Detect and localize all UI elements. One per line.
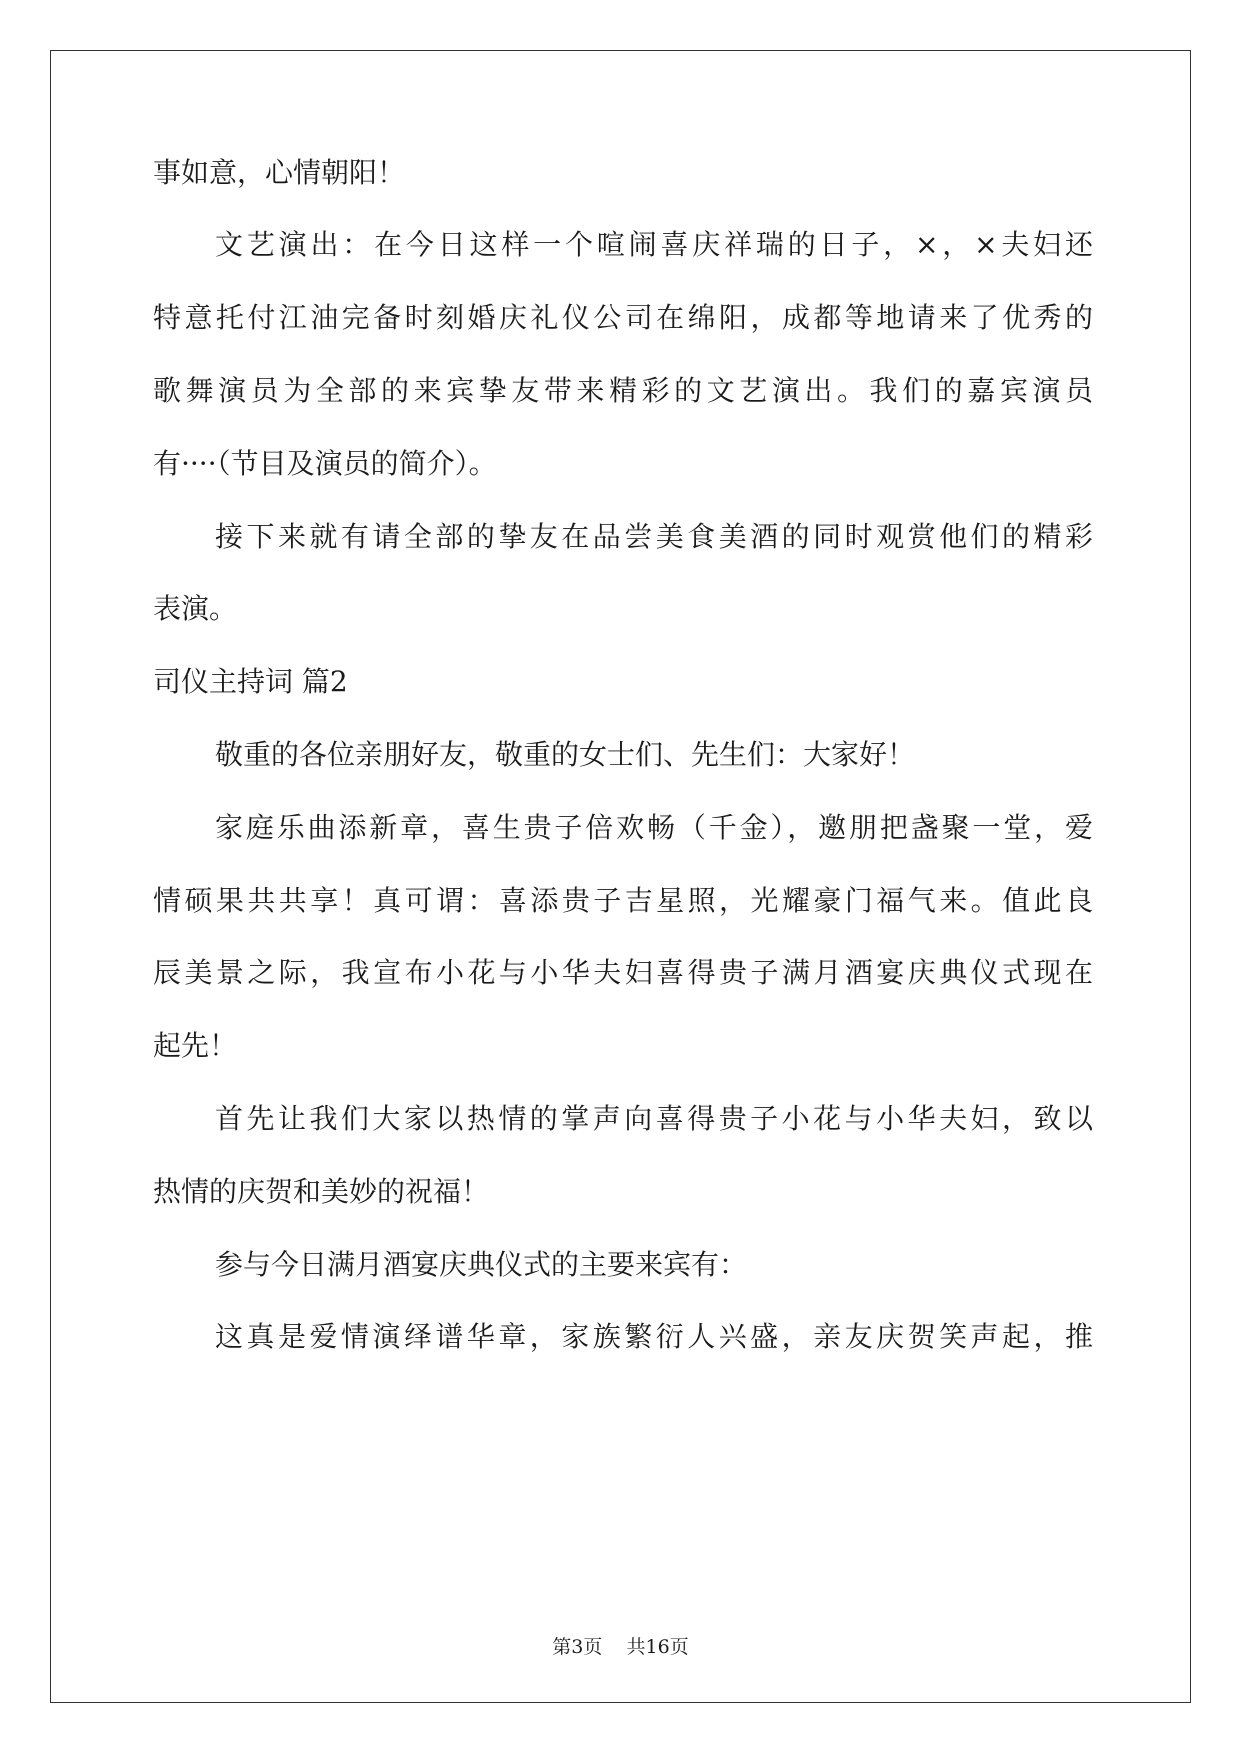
page-footer: [0, 1632, 1241, 1659]
text-line: 事如意，心情朝阳！: [153, 156, 406, 189]
text-line: 家庭乐曲添新章，喜生贵子倍欢畅（千金），邀朋把盏聚一堂，爱: [215, 811, 1093, 844]
text-line: 有····（节目及演员的简介）。: [153, 447, 497, 480]
text-line: 歌舞演员为全部的来宾挚友带来精彩的文艺演出。我们的嘉宾演员: [153, 374, 1093, 407]
text-line: 表演。: [153, 592, 238, 625]
text-line: 参与今日满月酒宴庆典仪式的主要来宾有：: [215, 1248, 748, 1281]
text-line: 文艺演出：在今日这样一个喧闹喜庆祥瑞的日子，×，×夫妇还: [215, 228, 1093, 261]
text-line: 接下来就有请全部的挚友在品尝美食美酒的同时观赏他们的精彩: [215, 520, 1093, 553]
text-line: 敬重的各位亲朋好友，敬重的女士们、先生们：大家好！: [215, 738, 916, 771]
text-line: 辰美景之际，我宣布小花与小华夫妇喜得贵子满月酒宴庆典仪式现在: [153, 956, 1093, 989]
text-line: 首先让我们大家以热情的掌声向喜得贵子小花与小华夫妇，致以: [215, 1102, 1093, 1135]
page-total: 共16页: [626, 1636, 689, 1658]
text-line: 热情的庆贺和美妙的祝福！: [153, 1175, 490, 1208]
text-line: 情硕果共共享！真可谓：喜添贵子吉星照，光耀豪门福气来。值此良: [153, 884, 1093, 917]
section-heading: 司仪主持词 篇2: [153, 665, 348, 698]
page-number: 第3页: [552, 1636, 603, 1658]
text-line: 特意托付江油完备时刻婚庆礼仪公司在绵阳，成都等地请来了优秀的: [153, 301, 1093, 334]
text-line: 这真是爱情演绎谱华章，家族繁衍人兴盛，亲友庆贺笑声起，推: [215, 1320, 1093, 1353]
text-line: 起先！: [153, 1029, 238, 1062]
